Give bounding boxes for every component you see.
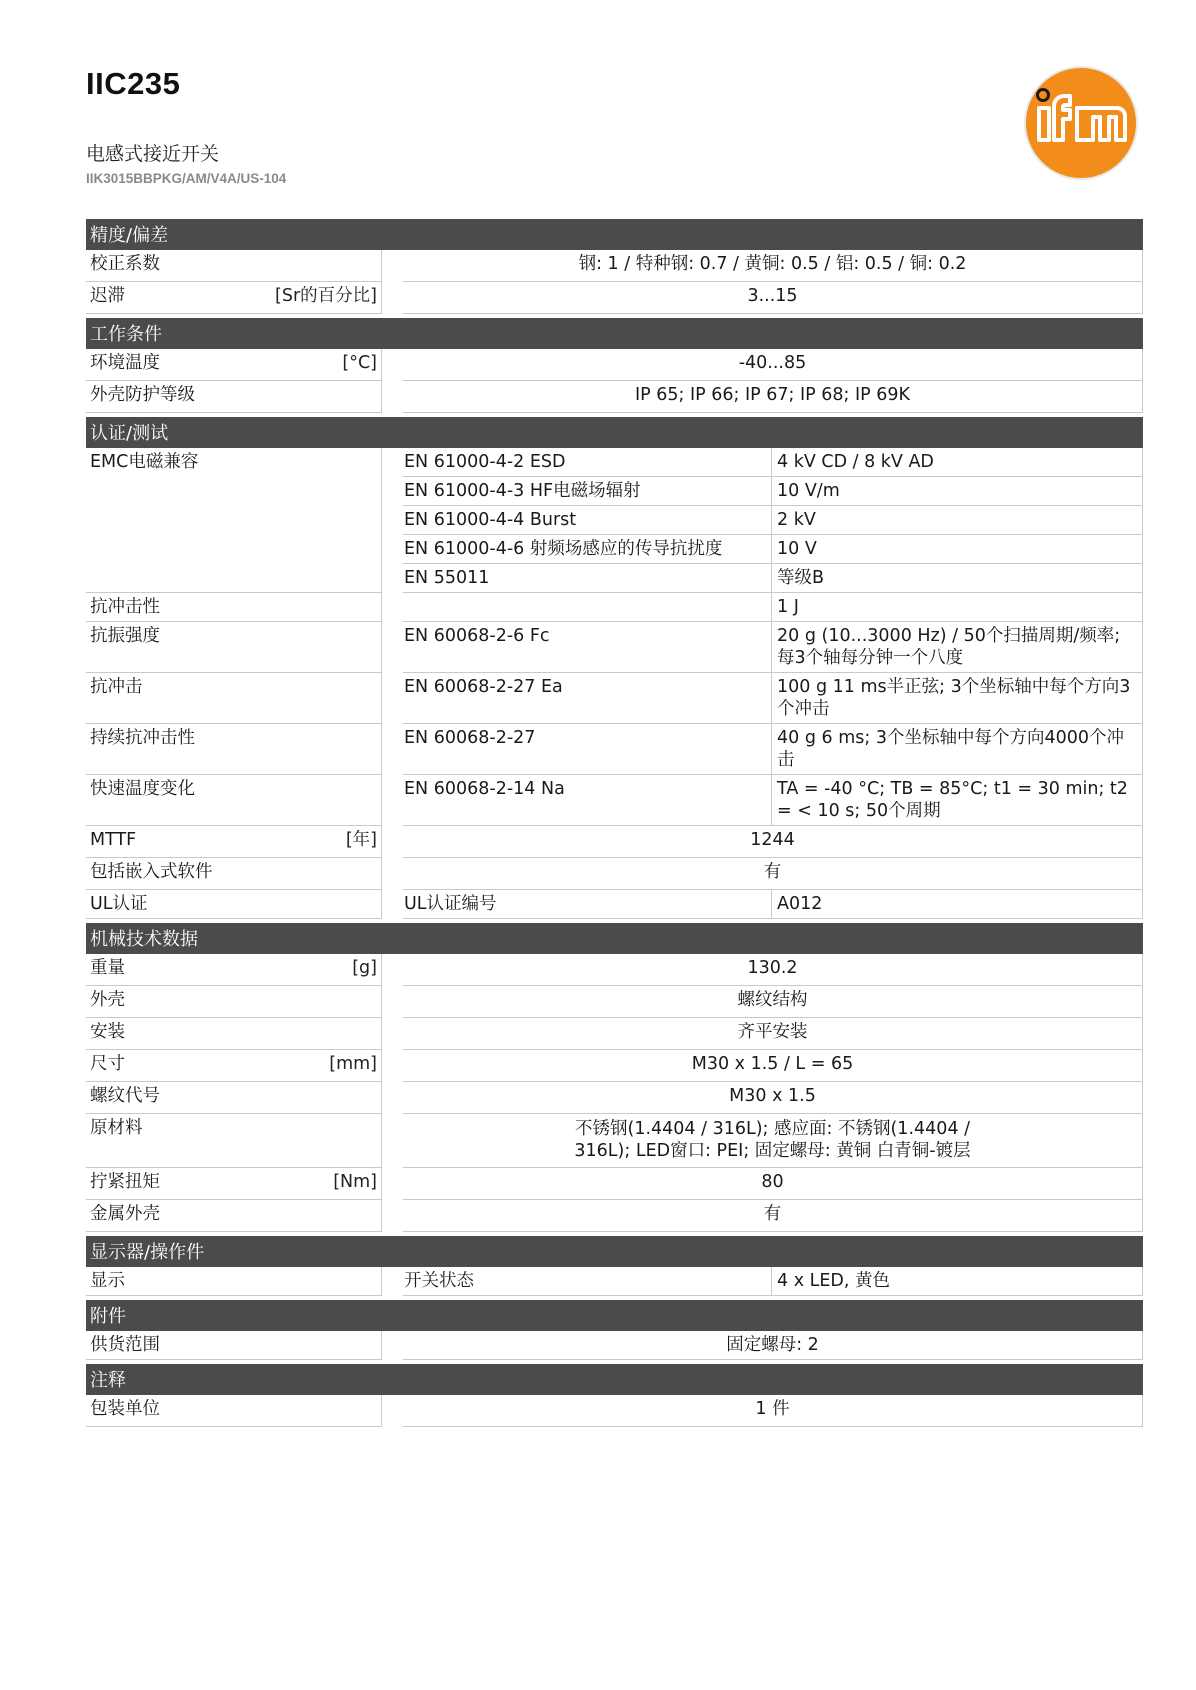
standard: EN 61000-4-2 ESD bbox=[403, 448, 772, 477]
row-value: IP 65; IP 66; IP 67; IP 68; IP 69K bbox=[403, 381, 1143, 413]
row-label: 包括嵌入式软件 bbox=[86, 858, 382, 890]
row-mounting bbox=[86, 1018, 1143, 1050]
row-dimensions bbox=[86, 1050, 1143, 1082]
value: A012 bbox=[772, 890, 1143, 919]
materials-line-2: 316L); LED窗口: PEI; 固定螺母: 黄铜 白青铜-镀层 bbox=[574, 1141, 971, 1161]
unit: [Sr的百分比] bbox=[275, 286, 377, 306]
row-weight bbox=[86, 954, 1143, 986]
row-label: 安装 bbox=[86, 1018, 382, 1050]
row-label: 校正系数 bbox=[86, 250, 382, 282]
section-accuracy: 精度/偏差 bbox=[86, 219, 1143, 250]
row-thread bbox=[86, 1082, 1143, 1114]
row-value: 130.2 bbox=[403, 954, 1143, 986]
section-remarks: 注释 bbox=[86, 1364, 1143, 1395]
row-label: MTTF [年] bbox=[86, 826, 382, 858]
row-label: 快速温度变化 bbox=[86, 775, 382, 826]
value: TA = -40 °C; TB = 85°C; t1 = 30 min; t2 = < 10 s; 50个周期 bbox=[772, 775, 1143, 826]
row-hysteresis bbox=[86, 282, 1143, 314]
row-value: 3...15 bbox=[403, 282, 1143, 314]
row-metal-housing bbox=[86, 1200, 1143, 1232]
row-protection bbox=[86, 381, 1143, 413]
value: 2 kV bbox=[772, 506, 1143, 535]
row-emc bbox=[86, 448, 1143, 593]
row-label: 环境温度 [°C] bbox=[86, 349, 382, 381]
row-ambient-temp bbox=[86, 349, 1143, 381]
value: 40 g 6 ms; 3个坐标轴中每个方向4000个冲击 bbox=[772, 724, 1143, 775]
row-shock bbox=[86, 673, 1143, 724]
row-value: M30 x 1.5 / L = 65 bbox=[403, 1050, 1143, 1082]
section-tests: 认证/测试 bbox=[86, 417, 1143, 448]
standard: EN 55011 bbox=[403, 564, 772, 593]
standard bbox=[403, 593, 772, 622]
ifm-logo bbox=[1022, 64, 1140, 182]
value: 4 x LED, 黄色 bbox=[772, 1267, 1143, 1296]
row-correction-factor bbox=[86, 250, 1143, 282]
row-ul bbox=[86, 890, 1143, 919]
value: 10 V/m bbox=[772, 477, 1143, 506]
value: 10 V bbox=[772, 535, 1143, 564]
emc-row bbox=[403, 564, 1143, 593]
row-temp-change bbox=[86, 775, 1143, 826]
row-label: 抗冲击性 bbox=[86, 593, 382, 622]
row-value: 固定螺母: 2 bbox=[403, 1331, 1143, 1360]
row-label: EMC电磁兼容 bbox=[86, 448, 382, 593]
row-label: UL认证 bbox=[86, 890, 382, 919]
emc-row bbox=[403, 506, 1143, 535]
row-value: 1 件 bbox=[403, 1395, 1143, 1427]
materials-line-1: 不锈钢(1.4404 / 316L); 感应面: 不锈钢(1.4404 / bbox=[575, 1119, 970, 1139]
row-label: 拧紧扭矩 [Nm] bbox=[86, 1168, 382, 1200]
row-value: 有 bbox=[403, 858, 1143, 890]
product-type: 电感式接近开关 bbox=[86, 143, 220, 165]
row-value: 钢: 1 / 特种钢: 0.7 / 黄铜: 0.5 / 铝: 0.5 / 铜: 0.2 bbox=[403, 250, 1143, 282]
row-impact-resistance bbox=[86, 593, 1143, 622]
row-value: 80 bbox=[403, 1168, 1143, 1200]
value: 等级B bbox=[772, 564, 1143, 593]
row-label: 外壳 bbox=[86, 986, 382, 1018]
row-label: 外壳防护等级 bbox=[86, 381, 382, 413]
row-label: 持续抗冲击性 bbox=[86, 724, 382, 775]
standard: EN 60068-2-27 Ea bbox=[403, 673, 772, 724]
value: 100 g 11 ms半正弦; 3个坐标轴中每个方向3个冲击 bbox=[772, 673, 1143, 724]
standard: EN 60068-2-27 bbox=[403, 724, 772, 775]
row-value: 螺纹结构 bbox=[403, 986, 1143, 1018]
row-label: 金属外壳 bbox=[86, 1200, 382, 1232]
row-housing bbox=[86, 986, 1143, 1018]
unit: [Nm] bbox=[333, 1172, 377, 1192]
standard: EN 61000-4-6 射频场感应的传导抗扰度 bbox=[403, 535, 772, 564]
unit: [mm] bbox=[329, 1054, 377, 1074]
row-label: 重量 [g] bbox=[86, 954, 382, 986]
row-label: 包装单位 bbox=[86, 1395, 382, 1427]
data-sheet bbox=[86, 219, 1143, 1427]
row-value: 有 bbox=[403, 1200, 1143, 1232]
row-vibration bbox=[86, 622, 1143, 673]
unit: [年] bbox=[345, 830, 377, 850]
row-value: 1244 bbox=[403, 826, 1143, 858]
row-display bbox=[86, 1267, 1143, 1296]
standard: UL认证编号 bbox=[403, 890, 772, 919]
standard: EN 61000-4-3 HF电磁场辐射 bbox=[403, 477, 772, 506]
row-value: -40...85 bbox=[403, 349, 1143, 381]
value: 1 J bbox=[772, 593, 1143, 622]
value: 20 g (10...3000 Hz) / 50个扫描周期/频率; 每3个轴每分钟一个八度 bbox=[772, 622, 1143, 673]
section-accessories: 附件 bbox=[86, 1300, 1143, 1331]
row-value bbox=[403, 1114, 1143, 1168]
emc-row bbox=[403, 477, 1143, 506]
row-value: 齐平安装 bbox=[403, 1018, 1143, 1050]
row-label: 迟滞 [Sr的百分比] bbox=[86, 282, 382, 314]
row-label: 尺寸 [mm] bbox=[86, 1050, 382, 1082]
row-torque bbox=[86, 1168, 1143, 1200]
unit: [g] bbox=[352, 958, 377, 978]
product-code: IIC235 bbox=[86, 66, 181, 101]
emc-table bbox=[403, 448, 1143, 593]
row-label: 螺纹代号 bbox=[86, 1082, 382, 1114]
row-label: 原材料 bbox=[86, 1114, 382, 1168]
standard: EN 60068-2-14 Na bbox=[403, 775, 772, 826]
emc-row bbox=[403, 535, 1143, 564]
row-embedded-software bbox=[86, 858, 1143, 890]
row-label: 显示 bbox=[86, 1267, 382, 1296]
section-mechanical: 机械技术数据 bbox=[86, 923, 1143, 954]
row-value: M30 x 1.5 bbox=[403, 1082, 1143, 1114]
emc-row bbox=[403, 448, 1143, 477]
row-continuous-shock bbox=[86, 724, 1143, 775]
row-label: 抗振强度 bbox=[86, 622, 382, 673]
standard: EN 61000-4-4 Burst bbox=[403, 506, 772, 535]
row-packaging bbox=[86, 1395, 1143, 1427]
row-label: 供货范围 bbox=[86, 1331, 382, 1360]
row-scope bbox=[86, 1331, 1143, 1360]
section-display: 显示器/操作件 bbox=[86, 1236, 1143, 1267]
row-materials bbox=[86, 1114, 1143, 1168]
standard: 开关状态 bbox=[403, 1267, 772, 1296]
article-name: IIK3015BBPKG/AM/V4A/US-104 bbox=[86, 171, 287, 186]
row-mttf bbox=[86, 826, 1143, 858]
unit: [°C] bbox=[342, 353, 377, 373]
section-operating: 工作条件 bbox=[86, 318, 1143, 349]
value: 4 kV CD / 8 kV AD bbox=[772, 448, 1143, 477]
standard: EN 60068-2-6 Fc bbox=[403, 622, 772, 673]
row-label: 抗冲击 bbox=[86, 673, 382, 724]
